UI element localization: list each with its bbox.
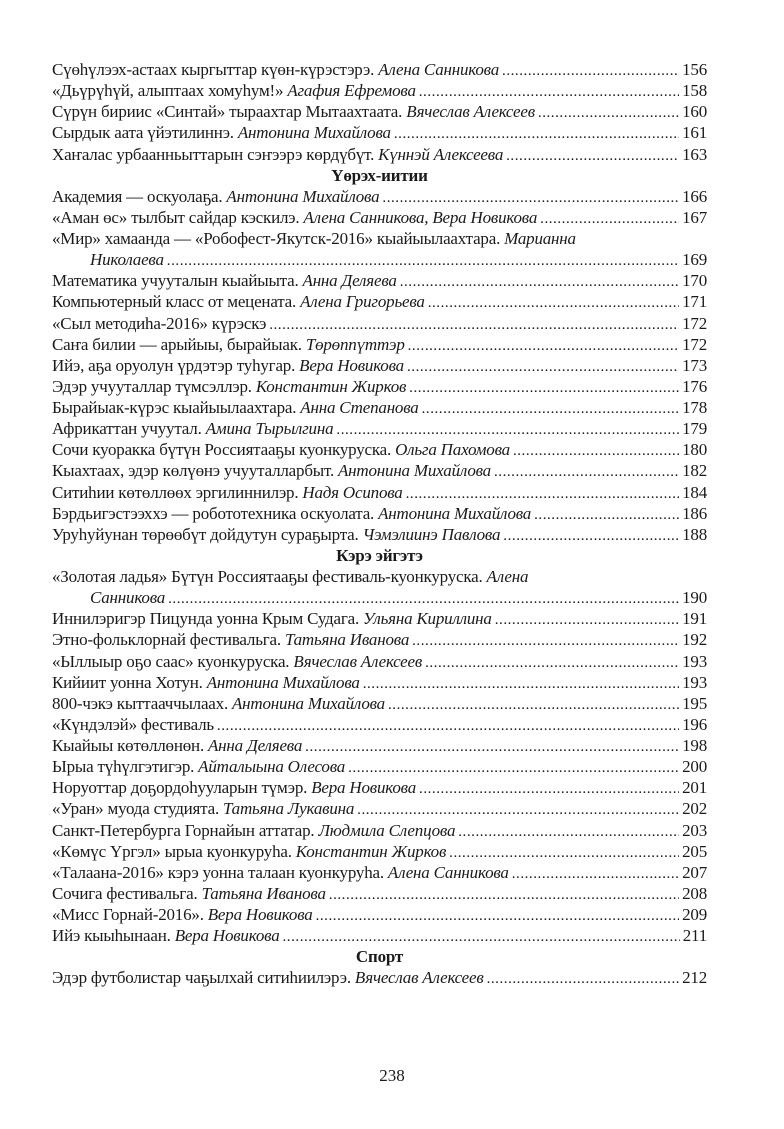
toc-entry bbox=[52, 693, 707, 714]
entry-author: Алена Санникова bbox=[387, 862, 509, 882]
entry-page: 173 bbox=[682, 355, 707, 375]
dot-leader bbox=[400, 270, 679, 291]
entry-page: 163 bbox=[682, 144, 707, 164]
entry-author: Анна Деляева bbox=[208, 736, 303, 755]
entry-author: Алена Григорьева bbox=[300, 292, 425, 312]
entry-page: 180 bbox=[682, 440, 707, 460]
toc-entry bbox=[52, 334, 707, 355]
dot-leader bbox=[425, 651, 679, 672]
toc-entry bbox=[52, 967, 707, 988]
entry-author: Константин Жирков bbox=[295, 841, 447, 861]
entry-page: 172 bbox=[682, 334, 707, 354]
entry-author: Ольга Пахомова bbox=[395, 440, 510, 460]
dot-leader bbox=[422, 397, 679, 418]
entry-title: «Талаана-2016» кэрэ уонна талаан куонкуруһа. bbox=[52, 862, 384, 882]
dot-leader bbox=[363, 672, 679, 693]
toc-entry-continuation bbox=[52, 249, 707, 270]
toc-entry bbox=[52, 397, 707, 418]
dot-leader bbox=[406, 482, 679, 503]
entry-author: Алена Санникова, Вера Новикова bbox=[303, 207, 538, 227]
section-heading: Кэрэ эйгэтэ bbox=[336, 545, 423, 565]
dot-leader bbox=[428, 291, 679, 312]
entry-author: Чэмэлиинэ Павлова bbox=[362, 524, 501, 544]
entry-title: «Аман өс» тылбыт сайдар кэскилэ. bbox=[52, 207, 300, 227]
dot-leader bbox=[513, 439, 679, 460]
dot-leader bbox=[167, 249, 679, 270]
entry-page: 171 bbox=[682, 292, 707, 312]
entry-title: Норуоттар доҕордоһууларын түмэр. bbox=[52, 778, 308, 798]
entry-title: Академия — оскуолаҕа. bbox=[52, 186, 223, 206]
entry-title: Эдэр футболистар чаҕылхай ситиһиилэрэ. bbox=[52, 968, 351, 988]
entry-page: 176 bbox=[682, 376, 707, 396]
section-heading: Үөрэх-иитии bbox=[331, 165, 428, 185]
entry-page: 172 bbox=[682, 313, 707, 333]
dot-leader bbox=[394, 122, 679, 143]
entry-author-continuation: Николаева bbox=[90, 250, 164, 270]
entry-title: Кыахтаах, эдэр көлүөнэ учууталларбыт. bbox=[52, 461, 334, 481]
table-of-contents bbox=[52, 59, 707, 989]
dot-leader bbox=[269, 313, 679, 334]
entry-author: Антонина Михайлова bbox=[378, 503, 532, 523]
toc-entry bbox=[52, 313, 707, 334]
toc-entry bbox=[52, 503, 707, 524]
entry-title: Кыайыы көтөллөнөн. bbox=[52, 736, 204, 755]
entry-page: 193 bbox=[682, 651, 707, 671]
toc-entry bbox=[52, 735, 707, 756]
entry-title: Ырыа түһүлгэтигэр. bbox=[52, 757, 195, 777]
dot-leader bbox=[357, 798, 679, 819]
toc-entry bbox=[52, 883, 707, 904]
entry-page: 166 bbox=[682, 186, 707, 206]
entry-page: 178 bbox=[682, 398, 707, 417]
entry-title: Компьютерный класс от мецената. bbox=[52, 292, 297, 312]
dot-leader bbox=[449, 841, 679, 862]
entry-page: 208 bbox=[682, 883, 707, 903]
entry-page: 182 bbox=[682, 461, 707, 481]
entry-page: 196 bbox=[682, 714, 707, 734]
dot-leader bbox=[487, 967, 680, 988]
entry-page: 203 bbox=[682, 820, 707, 840]
entry-page: 207 bbox=[682, 862, 707, 882]
entry-author: Вячеслав Алексеев bbox=[354, 968, 484, 988]
dot-leader bbox=[336, 418, 679, 439]
dot-leader bbox=[419, 80, 679, 101]
toc-entry bbox=[52, 101, 707, 122]
toc-entry bbox=[52, 376, 707, 397]
toc-entry bbox=[52, 122, 707, 143]
entry-page: 211 bbox=[682, 926, 707, 946]
dot-leader bbox=[494, 460, 679, 481]
entry-title: 800-чэкэ кыттааччылаах. bbox=[52, 693, 228, 713]
entry-title: «Дьүрүһүй, алыптаах хомуһум!» bbox=[52, 81, 284, 101]
entry-title: «Күндэлэй» фестиваль bbox=[52, 714, 214, 734]
entry-page: 160 bbox=[682, 102, 707, 122]
entry-title: Кийиит уонна Хотун. bbox=[52, 672, 203, 692]
entry-page: 161 bbox=[682, 123, 707, 143]
entry-author: Вячеслав Алексеев bbox=[406, 102, 535, 122]
entry-page: 209 bbox=[682, 905, 707, 924]
dot-leader bbox=[388, 693, 679, 714]
entry-title: Ийэ кыыһынаан. bbox=[52, 926, 171, 946]
entry-author: Надя Осипова bbox=[302, 482, 403, 502]
toc-entry bbox=[52, 798, 707, 819]
toc-entry bbox=[52, 820, 707, 841]
entry-title: Эдэр учууталлар түмсэллэр. bbox=[52, 376, 252, 396]
entry-page: 193 bbox=[682, 672, 707, 692]
toc-entry bbox=[52, 439, 707, 460]
toc-entry bbox=[52, 291, 707, 312]
entry-title: Сырдык аата үйэтилиннэ. bbox=[52, 123, 234, 143]
entry-author: Антонина Михайлова bbox=[226, 186, 380, 206]
entry-author: Алена bbox=[486, 567, 529, 586]
dot-leader bbox=[217, 714, 679, 735]
toc-entry bbox=[52, 80, 707, 101]
entry-author: Алена Санникова bbox=[378, 60, 500, 79]
entry-title: Бырайыак-күрэс кыайыылаахтара. bbox=[52, 398, 297, 417]
entry-page: 201 bbox=[682, 778, 707, 798]
entry-author: Ульяна Кириллина bbox=[363, 609, 492, 629]
dot-leader bbox=[458, 820, 679, 841]
toc-entry bbox=[52, 418, 707, 439]
entry-author: Вера Новикова bbox=[174, 926, 280, 946]
entry-author: Татьяна Лукавина bbox=[223, 799, 355, 819]
toc-entry bbox=[52, 524, 707, 545]
dot-leader bbox=[283, 925, 680, 946]
entry-page: 158 bbox=[682, 81, 707, 101]
toc-entry bbox=[52, 608, 707, 629]
dot-leader bbox=[407, 355, 679, 376]
toc-entry bbox=[52, 841, 707, 862]
dot-leader bbox=[506, 144, 679, 165]
entry-author: Вера Новикова bbox=[311, 778, 417, 798]
entry-page: 202 bbox=[682, 799, 707, 819]
entry-author: Татьяна Иванова bbox=[201, 883, 326, 903]
dot-leader bbox=[348, 756, 679, 777]
entry-title: Сочи куоракка бүтүн Россиятааҕы куонкуруска. bbox=[52, 440, 392, 460]
entry-page: 205 bbox=[682, 841, 707, 861]
dot-leader bbox=[512, 862, 679, 883]
entry-author: Вера Новикова bbox=[207, 905, 313, 924]
entry-page: 212 bbox=[682, 968, 707, 988]
entry-title: Хаҥалас урбаанньыттарын сэҥээрэ көрдүбүт. bbox=[52, 144, 375, 164]
dot-leader bbox=[419, 777, 679, 798]
entry-title: Ийэ, аҕа оруолун үрдэтэр туһугар. bbox=[52, 355, 296, 375]
dot-leader bbox=[412, 629, 679, 650]
dot-leader bbox=[305, 735, 679, 756]
entry-title: Санкт-Петербурга Горнайын аттатар. bbox=[52, 820, 315, 840]
dot-leader bbox=[503, 524, 679, 545]
entry-title: «Мисс Горнай-2016». bbox=[52, 905, 204, 924]
entry-title: Бэрдьигэстээххэ — робототехника оскуолата. bbox=[52, 503, 375, 523]
dot-leader bbox=[168, 587, 679, 608]
toc-entry bbox=[52, 904, 707, 925]
entry-page: 195 bbox=[682, 693, 707, 713]
entry-title: «Мир» хамаанда — «Робофест-Якутск-2016» кыайыылаахтара. bbox=[52, 229, 501, 248]
toc-entry bbox=[52, 482, 707, 503]
toc-entry bbox=[52, 59, 707, 80]
entry-author: Антонина Михайлова bbox=[232, 693, 385, 713]
entry-author: Агафия Ефремова bbox=[287, 81, 416, 101]
entry-title: Иннилэригэр Пицунда уонна Крым Судага. bbox=[52, 609, 360, 629]
entry-author: Вера Новикова bbox=[299, 355, 404, 375]
toc-entry bbox=[52, 629, 707, 650]
entry-title: «Көмүс Үргэл» ырыа куонкуруһа. bbox=[52, 841, 292, 861]
entry-author: Амина Тырылгина bbox=[205, 419, 334, 439]
entry-title: «Ыллыыр оҕо саас» куонкуруска. bbox=[52, 651, 290, 671]
entry-author: Төрөппүттэр bbox=[305, 334, 405, 354]
dot-leader bbox=[316, 904, 680, 925]
entry-title: Ситиһии көтөллөөх эргилиннилэр. bbox=[52, 482, 299, 502]
entry-page: 156 bbox=[682, 60, 707, 79]
entry-author: Марианна bbox=[504, 229, 576, 248]
toc-entry bbox=[52, 186, 707, 207]
entry-page: 170 bbox=[682, 271, 707, 291]
toc-entry bbox=[52, 144, 707, 165]
toc-entry bbox=[52, 566, 707, 587]
entry-author: Күннэй Алексеева bbox=[378, 144, 504, 164]
entry-author: Антонина Михайлова bbox=[338, 461, 491, 481]
section-heading: Спорт bbox=[355, 947, 404, 967]
dot-leader bbox=[540, 207, 679, 228]
entry-page: 167 bbox=[682, 207, 707, 227]
entry-page: 186 bbox=[682, 503, 707, 523]
dot-leader bbox=[538, 101, 679, 122]
dot-leader bbox=[495, 608, 679, 629]
entry-page: 188 bbox=[682, 524, 707, 544]
entry-page: 191 bbox=[682, 609, 707, 629]
entry-title: Сүрүн бириис «Синтай» тыраахтар Мытаахтаата. bbox=[52, 102, 403, 122]
entry-title: «Уран» муода студията. bbox=[52, 799, 220, 819]
toc-entry bbox=[52, 460, 707, 481]
entry-page: 198 bbox=[682, 736, 707, 755]
entry-title: Математика учууталын кыайыыта. bbox=[52, 271, 299, 291]
toc-entry bbox=[52, 756, 707, 777]
toc-entry bbox=[52, 777, 707, 798]
toc-entry bbox=[52, 207, 707, 228]
entry-page: 179 bbox=[682, 419, 707, 439]
toc-entry bbox=[52, 651, 707, 672]
toc-entry bbox=[52, 672, 707, 693]
entry-author: Татьяна Иванова bbox=[284, 630, 410, 650]
toc-entry bbox=[52, 355, 707, 376]
page-number: 238 bbox=[379, 1066, 405, 1085]
entry-title: Уруһуйунан төрөөбүт дойдутун сураҕырта. bbox=[52, 524, 359, 544]
entry-author: Вячеслав Алексеев bbox=[293, 651, 423, 671]
toc-entry bbox=[52, 925, 707, 946]
entry-author: Айталыына Олесова bbox=[198, 757, 346, 777]
entry-author: Антонина Михайлова bbox=[206, 672, 360, 692]
dot-leader bbox=[502, 59, 679, 80]
entry-author: Анна Степанова bbox=[300, 398, 419, 417]
entry-title: «Золотая ладья» Бүтүн Россиятааҕы фестиваль-куонкуруска. bbox=[52, 567, 483, 586]
entry-title: Саҥа билии — арыйыы, бырайыак. bbox=[52, 334, 302, 354]
toc-entry bbox=[52, 714, 707, 735]
entry-author: Анна Деляева bbox=[302, 271, 397, 291]
entry-title: Африкаттан учуутал. bbox=[52, 419, 202, 439]
dot-leader bbox=[329, 883, 679, 904]
entry-title: Этно-фольклорнай фестивальга. bbox=[52, 630, 281, 650]
entry-title: Сүөһүлээх-астаах кыргыттар күөн-күрэстэрэ. bbox=[52, 60, 375, 79]
toc-entry-continuation bbox=[52, 587, 707, 608]
entry-page: 169 bbox=[682, 250, 707, 270]
dot-leader bbox=[534, 503, 679, 524]
dot-leader bbox=[409, 376, 679, 397]
toc-entry bbox=[52, 270, 707, 291]
entry-author: Антонина Михайлова bbox=[237, 123, 391, 143]
dot-leader bbox=[408, 334, 679, 355]
toc-entry bbox=[52, 228, 707, 249]
entry-author: Людмила Слепцова bbox=[318, 820, 456, 840]
entry-author: Константин Жирков bbox=[255, 376, 407, 396]
entry-title: Сочига фестивальга. bbox=[52, 883, 198, 903]
entry-page: 184 bbox=[682, 482, 707, 502]
toc-entry bbox=[52, 862, 707, 883]
entry-author-continuation: Санникова bbox=[90, 588, 166, 608]
entry-page: 200 bbox=[682, 757, 707, 777]
dot-leader bbox=[382, 186, 679, 207]
entry-page: 192 bbox=[682, 630, 707, 650]
entry-page: 190 bbox=[682, 588, 707, 608]
entry-title: «Сыл методиһа-2016» күрэскэ bbox=[52, 313, 267, 333]
